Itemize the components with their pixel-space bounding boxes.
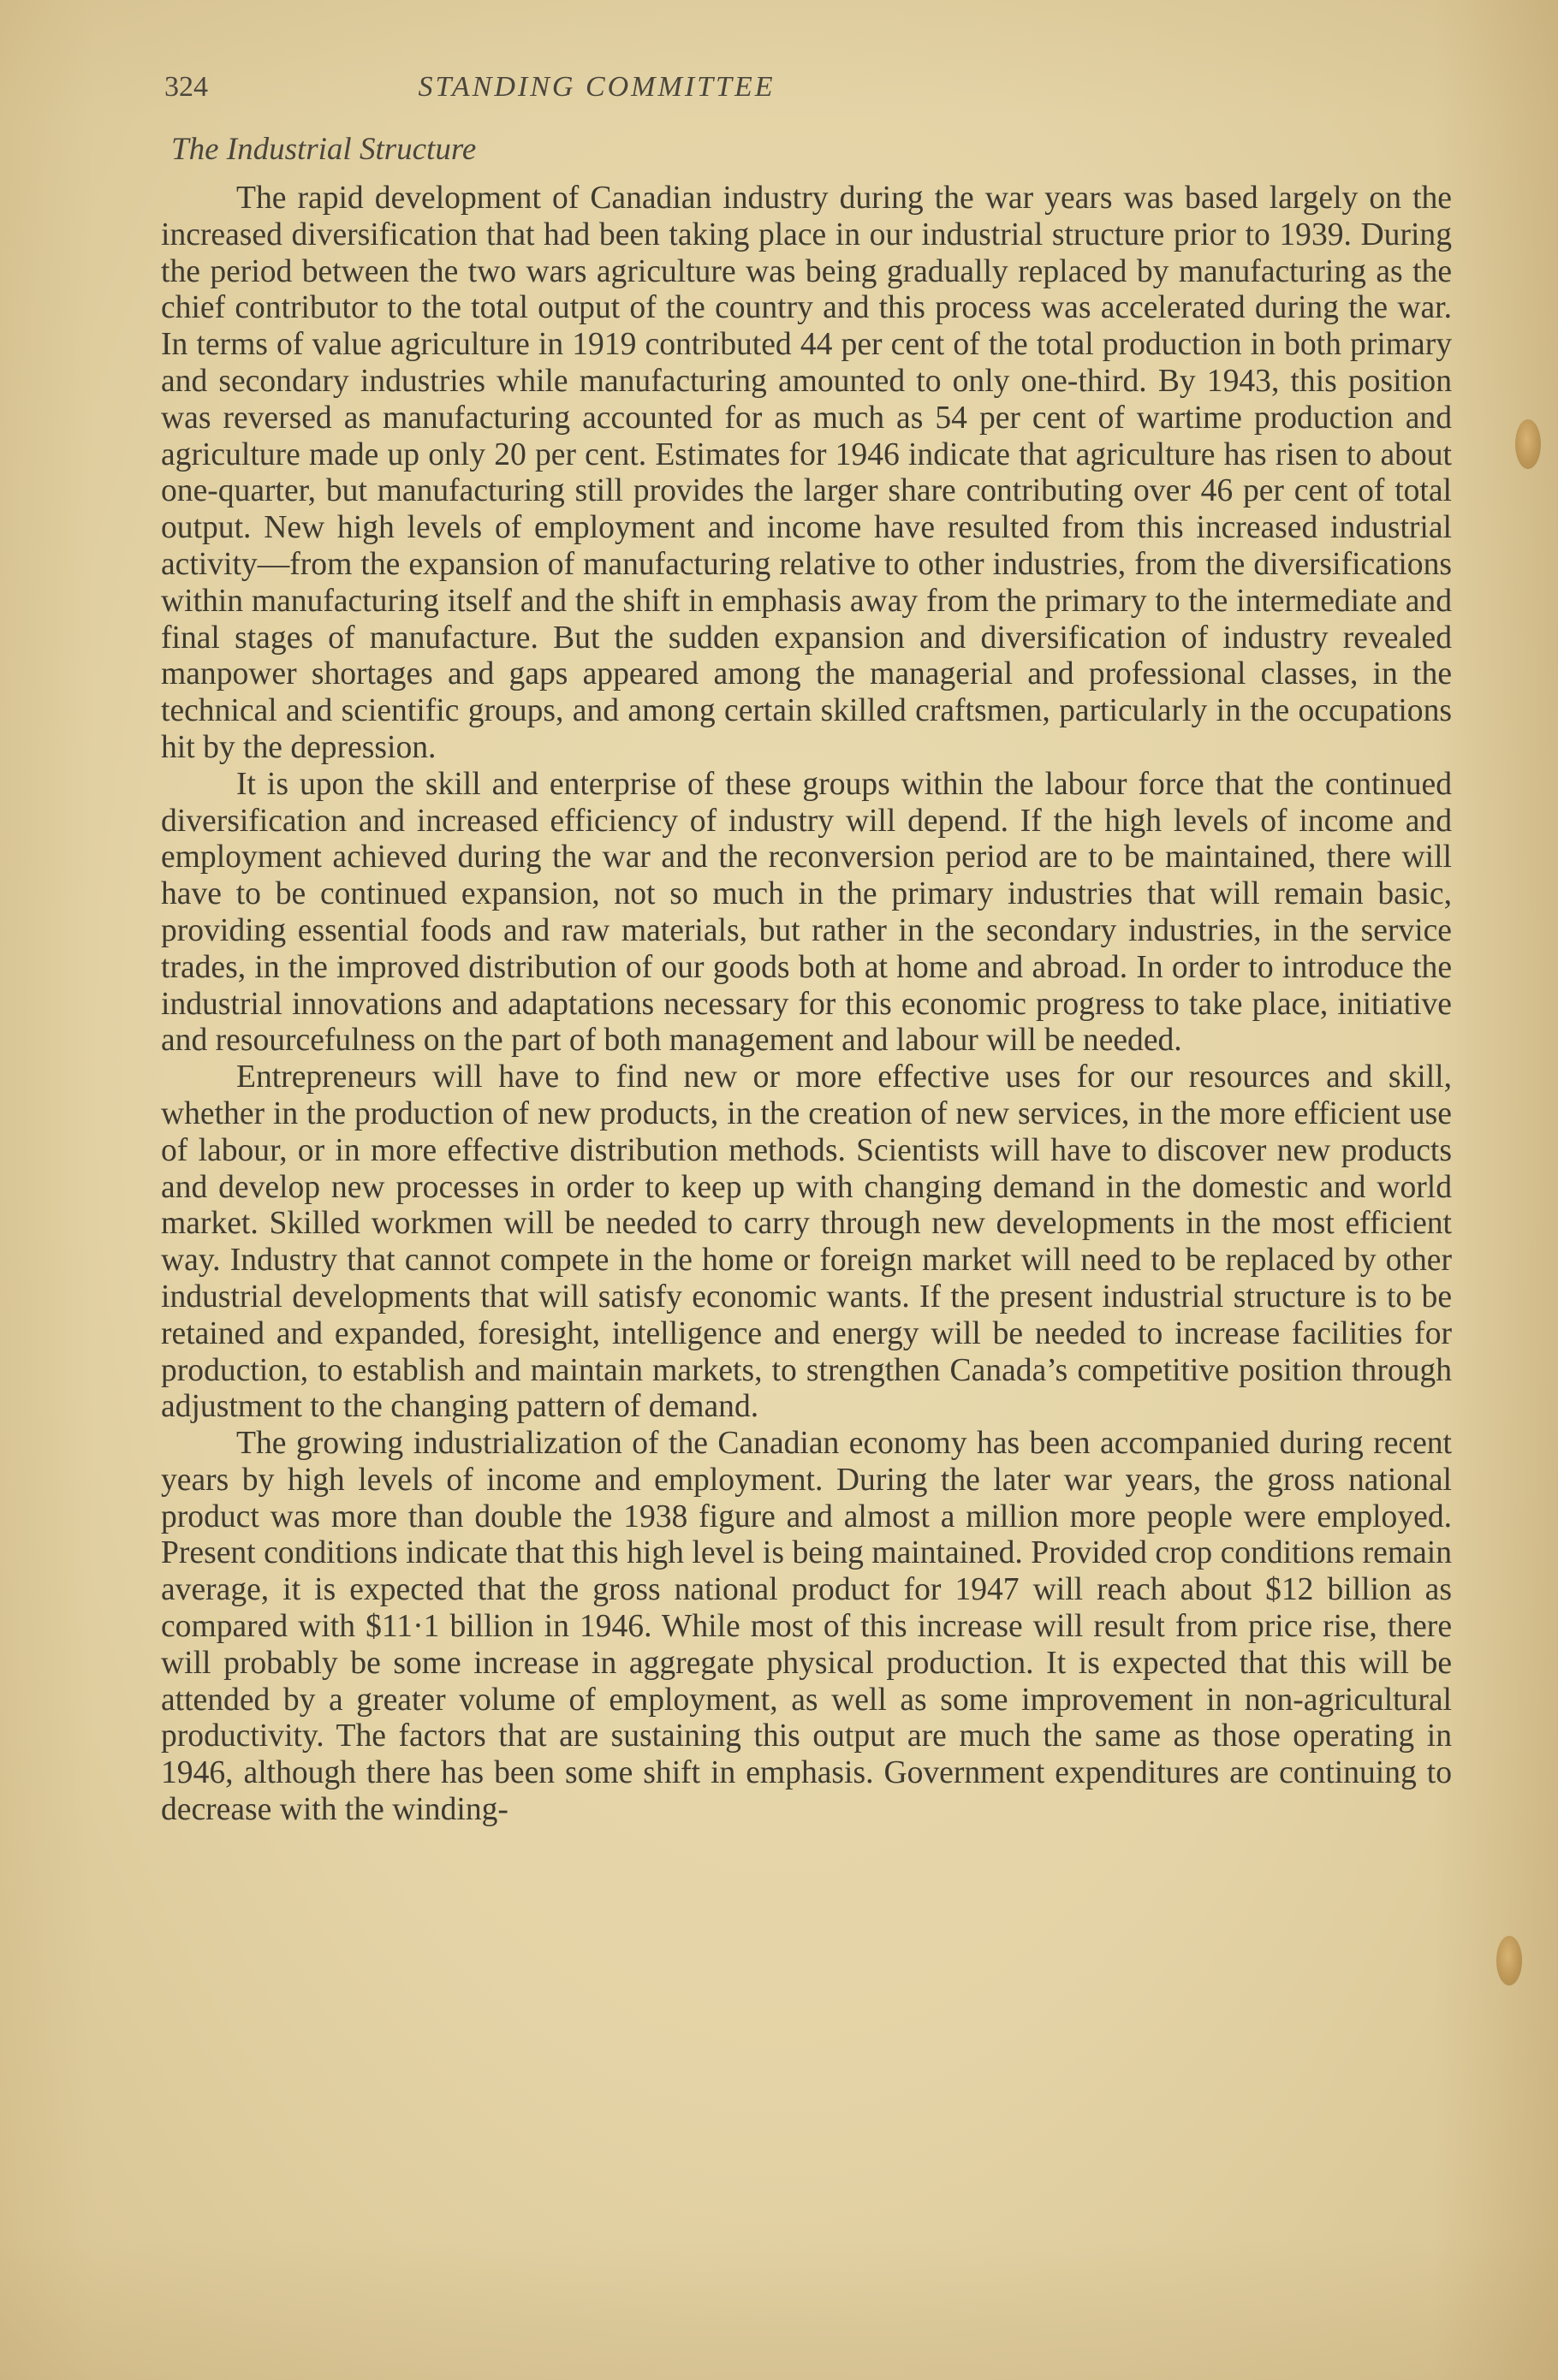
running-title: STANDING COMMITTEE bbox=[418, 71, 776, 103]
paragraph: The growing industrialization of the Canadian economy has been accompanied during recent years by high levels of income and employment. During the later war years, the gross national product was more than double the 1938 figure and almost a million more people were employed. Present conditions indicate that this high level is being maintained. Provided crop conditions remain average, it is expected that the gross national product for 1947 will reach about $12 billion as compared with $11·1 billion in 1946. While most of this increase will result from price rise, there will probably be some increase in aggregate physical production. It is expected that this will be attended by a greater volume of employment, as well as some improvement in non-agricultural productivity. The factors that are sustaining this output are much the same as those operating in 1946, although there has been some shift in emphasis. Government expenditures are continuing to decrease with the winding- bbox=[161, 1426, 1452, 1828]
paragraph: The rapid development of Canadian industry during the war years was based largely on the increased diversification that had been taking place in our industrial structure prior to 1939. During the period between the two wars agriculture was being gradually replaced by manufacturing as the chief contributor to the total output of the country and this process was accelerated during the war. In terms of value agriculture in 1919 contributed 44 per cent of the total production in both primary and secondary industries while manufacturing amounted to only one-third. By 1943, this position was reversed as manufacturing accounted for as much as 54 per cent of wartime production and agriculture made up only 20 per cent. Estimates for 1946 indicate that agriculture has risen to about one-quarter, but manufacturing still provides the larger share contributing over 46 per cent of total output. New high levels of employment and income have resulted from this increased industrial activity—from the expansion of manufacturing relative to other industries, from the diversifications within manufacturing itself and the shift in emphasis away from the primary to the intermediate and final stages of manufacture. But the sudden expansion and diversification of industry revealed manpower shortages and gaps appeared among the managerial and professional classes, in the technical and scientific groups, and among certain skilled craftsmen, particularly in the occupations hit by the depression. bbox=[161, 181, 1452, 765]
running-head bbox=[164, 62, 1029, 113]
binding-hole-mark bbox=[1496, 1936, 1522, 1985]
page-number: 324 bbox=[164, 71, 208, 103]
body-text bbox=[161, 181, 1452, 1829]
section-heading: The Industrial Structure bbox=[171, 132, 477, 167]
binding-hole-mark bbox=[1515, 419, 1541, 469]
paragraph: Entrepreneurs will have to find new or more effective uses for our resources and skill, whether in the production of new products, in the creation of new services, in the more efficient use of labour, or in more effective distribution methods. Scientists will have to discover new products and develop new processes in order to keep up with changing demand in the domestic and world market. Skilled workmen will be needed to carry through new developments in the most efficient way. Industry that cannot compete in the home or foreign market will need to be replaced by other industrial developments that will satisfy economic wants. If the present industrial structure is to be retained and expanded, foresight, intelligence and energy will be needed to increase facilities for production, to establish and maintain markets, to strengthen Canada’s competitive position through adjustment to the changing pattern of demand. bbox=[161, 1059, 1452, 1425]
paragraph: It is upon the skill and enterprise of these groups within the labour force that the continued diversification and increased efficiency of industry will depend. If the high levels of income and employment achieved during the war and the reconversion period are to be maintained, there will have to be continued expansion, not so much in the primary industries that will remain basic, providing essential foods and raw materials, but rather in the secondary industries, in the service trades, in the improved distribution of our goods both at home and abroad. In order to introduce the industrial innovations and adaptations necessary for this economic progress to take place, initiative and resourcefulness on the part of both management and labour will be needed. bbox=[161, 766, 1452, 1059]
